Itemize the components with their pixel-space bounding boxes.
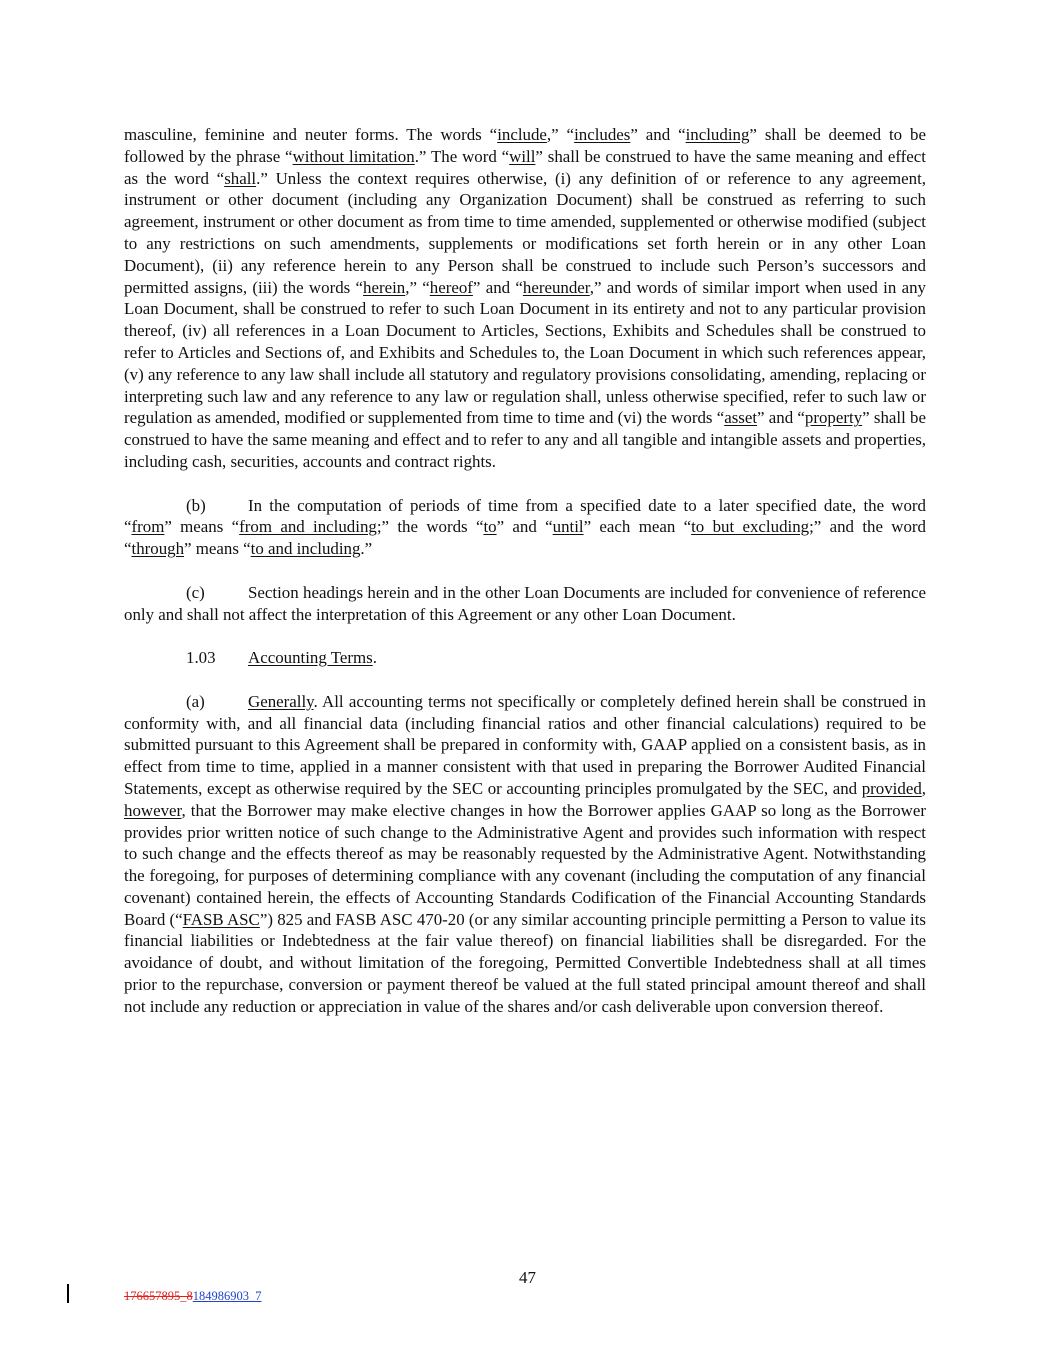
text-run: , that the Borrower may make elective changes in how the Borrower applies GAAP so long as the Borrower provides prior written notice of such change to the Administrative Agent and provides such information with respect to such change and the effects thereof as may be reasonably requested by the Administrative Agent. Notwithstanding the foregoing, for purposes of determining compliance with any covenant (including the computation of any financial covenant) contained herein, the effects of Accounting Standards Codification of the Financial Accounting Standards Board (“ <box>124 800 926 929</box>
text-run: ” and “ <box>496 517 553 537</box>
defined-term: include <box>497 125 547 144</box>
paragraph-a-generally <box>124 691 926 1018</box>
text-run: Section headings herein and in the other Loan Documents are included for convenience of reference only and shall not affect the interpretation of this Agreement or any other Loan Document. <box>124 582 926 624</box>
defined-term: hereunder <box>522 277 590 297</box>
text-run: .” The word “ <box>414 146 510 166</box>
text-run: ” and “ <box>472 277 523 297</box>
section-heading <box>124 647 926 669</box>
change-bar <box>67 1284 69 1303</box>
text-run: ” and “ <box>757 408 805 428</box>
defined-term: FASB ASC <box>182 909 260 929</box>
paragraph-a-label: (a) <box>186 691 205 711</box>
text-run: ;” the words “ <box>376 517 484 537</box>
text-run: ” and “ <box>630 125 686 144</box>
defined-term: herein <box>363 277 406 297</box>
paragraph-b-time-periods <box>124 495 926 560</box>
defined-term: will <box>509 146 536 166</box>
document-id-inserted: 184986903_7 <box>192 1289 262 1303</box>
text-run: ” means “ <box>184 539 251 559</box>
defined-term: without limitation <box>292 146 415 166</box>
defined-term: includes <box>574 125 631 144</box>
defined-term: until <box>552 517 584 537</box>
defined-term: including <box>685 125 750 144</box>
paragraph-c-label: (c) <box>186 582 205 602</box>
defined-term: to and including <box>250 539 361 559</box>
text-run: , <box>921 778 926 798</box>
defined-term: provided <box>861 778 922 798</box>
paragraph-b-label: (b) <box>186 495 206 515</box>
document-body <box>124 124 926 1039</box>
text-run: In the computation of periods of time from a specified date to a later specified date, the word “ <box>124 495 926 537</box>
text-run: ,” “ <box>546 125 575 144</box>
defined-term: property <box>804 408 863 428</box>
text-run: ” shall be deemed to be followed by the phrase “ <box>124 125 927 166</box>
defined-term: to <box>483 517 497 537</box>
text-run: masculine, feminine and neuter forms. The words “ <box>124 125 498 144</box>
text-run: ;” and the word “ <box>124 517 927 559</box>
defined-term: however <box>124 800 182 820</box>
document-id-deleted: 176657895_8 <box>124 1289 193 1303</box>
text-run: ” each mean “ <box>583 517 692 537</box>
page-number: 47 <box>519 1268 536 1287</box>
paragraph-c-headings <box>124 582 926 626</box>
defined-term: from <box>131 517 165 537</box>
paragraph-a-text <box>124 692 926 1016</box>
section-title: Accounting Terms <box>248 648 373 668</box>
paragraph-definitions <box>124 124 926 473</box>
defined-term: asset <box>724 408 758 428</box>
section-number: 1.03 <box>186 648 216 668</box>
text-run: ” means “ <box>164 517 240 537</box>
text-run: ” shall be construed to have the same meaning and effect as the word “ <box>124 146 926 188</box>
text-run: . All accounting terms not specifically or completely defined herein shall be construed in conformity with, and all financial data (including financial ratios and other financial calculations) required to be submitted pursuant to this Agreement shall be prepared in conformity with, GAAP applied on a consistent basis, as in effect from time to time, applied in a manner consistent with that used in preparing the Borrower Audited Financial Statements, except as otherwise required by the SEC or accounting principles promulgated by the SEC, and <box>124 691 926 798</box>
section-title-suffix: . <box>372 648 377 668</box>
defined-term: through <box>131 539 185 559</box>
text-run: ”) 825 and FASB ASC 470-20 (or any similar accounting principle permitting a Person to value its financial liabilities or Indebtedness at the fair value thereof) on financial liabilities shall be disregarded. For the avoidance of doubt, and without limitation of the foregoing, Permitted Convertible Indebtedness shall at all times prior to the repurchase, conversion or payment thereof be valued at the full stated principal amount thereof and shall not include any reduction or appreciation in value of the shares and/or cash deliverable upon conversion thereof. <box>124 909 927 1016</box>
defined-term: Generally <box>248 691 314 711</box>
text-run: .” Unless the context requires otherwise, (i) any definition of or reference to any agreement, instrument or other document (including any Organization Document) shall be construed as referring to such agreement, instrument or other document as from time to time amended, supplemented or otherwise modified (subject to any restrictions on such amendments, supplements or modifications set forth herein or in any other Loan Document), (ii) any reference herein to any Person shall be construed to include such Person’s successors and permitted assigns, (iii) the words “ <box>124 168 927 297</box>
text-run: ” shall be construed to have the same meaning and effect and to refer to any and all tangible and intangible assets and properties, including cash, securities, accounts and contract rights. <box>124 408 926 471</box>
defined-term: hereof <box>429 277 473 297</box>
text-run: ,” and words of similar import when used in any Loan Document, shall be construed to refer to such Loan Document in its entirety and not to any particular provision thereof, (iv) all references in a Loan Document to Articles, Sections, Exhibits and Schedules shall be construed to refer to Articles and Sections of, and Exhibits and Schedules to, the Loan Document in which such references appear, (v) any reference to any law shall include all statutory and regulatory provisions consolidating, amending, replacing or interpreting such law and any reference to any law or regulation shall, unless otherwise specified, refer to such law or regulation as amended, modified or supplemented from time to time and (vi) the words “ <box>124 277 926 428</box>
text-run: ,” “ <box>405 277 430 297</box>
defined-term: to but excluding <box>691 517 810 537</box>
defined-term: from and including <box>239 517 377 537</box>
document-id <box>124 1289 262 1304</box>
text-run: .” <box>360 539 373 559</box>
defined-term: shall <box>224 168 257 188</box>
